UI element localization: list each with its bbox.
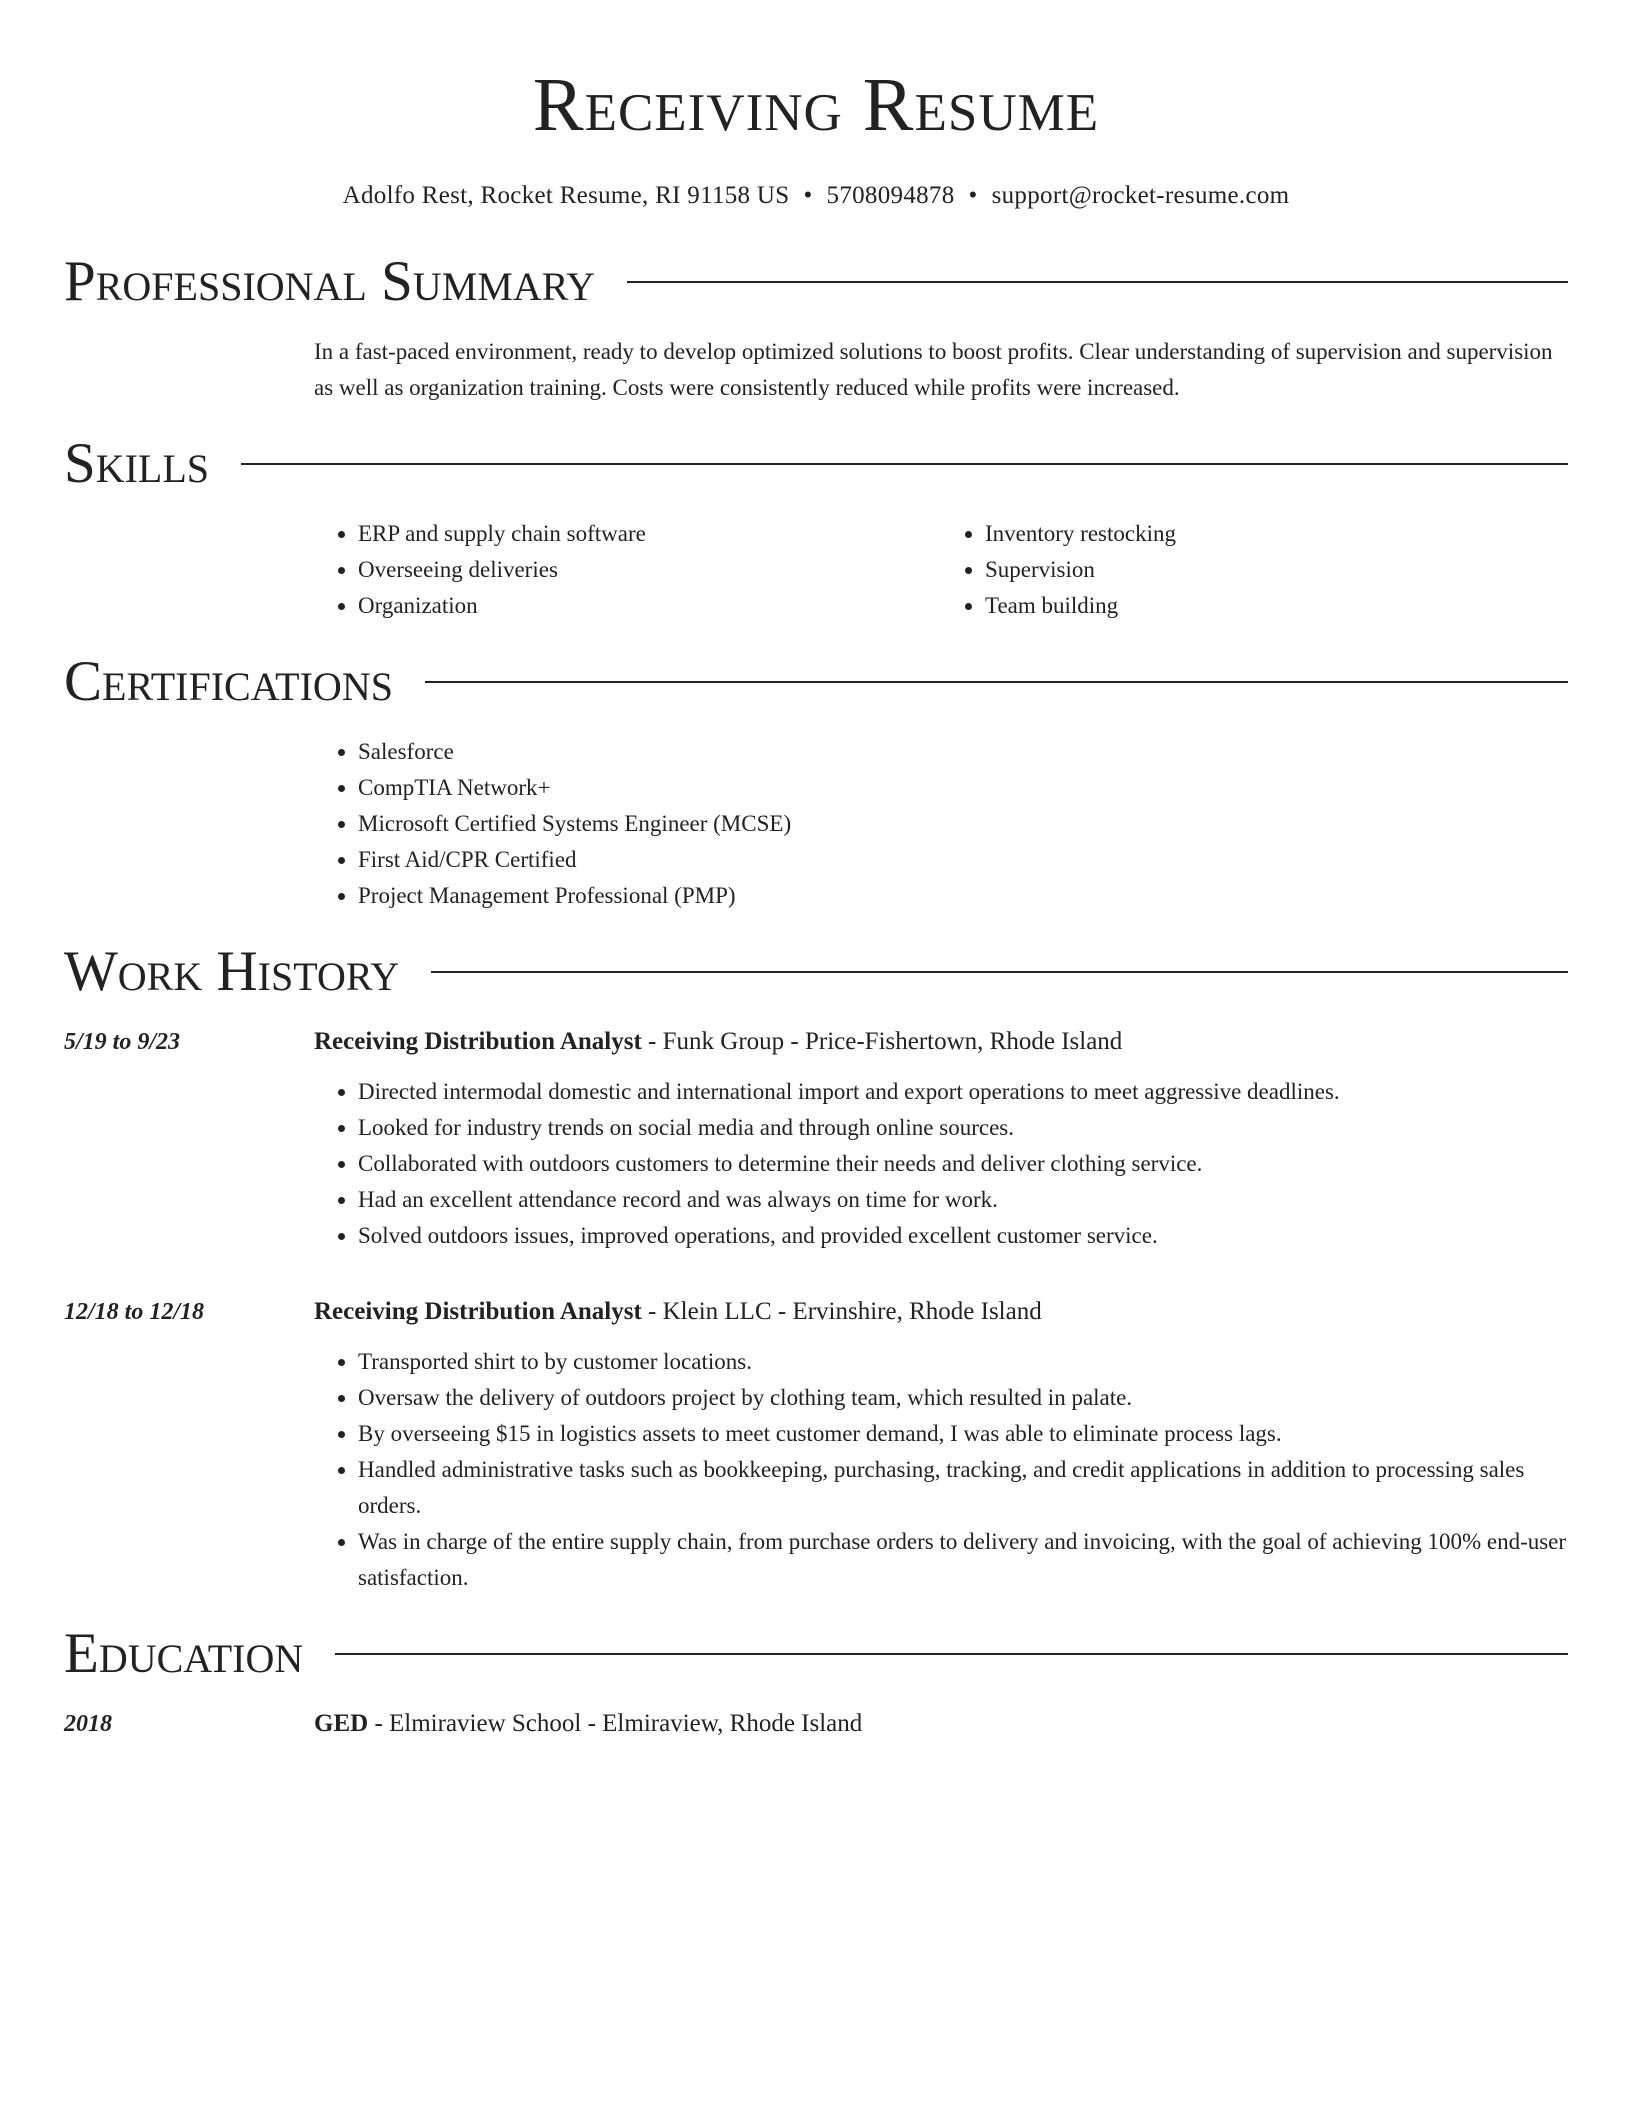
section-header (64, 432, 1568, 496)
job-bullet: • Handled administrative tasks such as bookkeeping, purchasing, tracking, and credit applications in addition to processing sales orders. (358, 1452, 1568, 1524)
job-bullet: • Had an excellent attendance record and was always on time for work. (358, 1182, 1568, 1218)
contact-separator: • (968, 182, 978, 209)
contact-email: support@rocket-resume.com (991, 182, 1290, 209)
job-employer: - Klein LLC - Ervinshire, Rhode Island (641, 1298, 1042, 1325)
skills-grid (314, 516, 1568, 624)
section-header (64, 940, 1568, 1004)
section-title-skills: Skills (64, 432, 210, 495)
job-bullet: • Looked for industry trends on social media and through online sources. (358, 1110, 1568, 1146)
job-title: Receiving Distribution Analyst (314, 1028, 642, 1055)
education-header (314, 1706, 1568, 1742)
section-title-certifications: Certifications (64, 650, 393, 713)
section-divider (425, 681, 1568, 683)
skill-item: • Team building (985, 588, 1568, 624)
contact-line (64, 182, 1568, 210)
job-bullet: • Transported shirt to by customer locations. (358, 1344, 1568, 1380)
contact-separator: • (803, 182, 813, 209)
certification-item: • Microsoft Certified Systems Engineer (MCSE) (358, 806, 1568, 842)
section-summary (64, 250, 1568, 406)
certification-item: • Salesforce (358, 734, 1568, 770)
job-bullet: • Was in charge of the entire supply chain, from purchase orders to delivery and invoicing, with the goal of achieving 100% end-user satisfaction. (358, 1524, 1568, 1596)
section-header (64, 650, 1568, 714)
section-certifications (64, 650, 1568, 914)
skill-item: • Organization (358, 588, 941, 624)
job-details (314, 1024, 1568, 1254)
resume-page (64, 0, 1568, 1742)
section-divider (335, 1653, 1568, 1655)
job-entry (64, 1024, 1568, 1254)
education-school: - Elmiraview School - Elmiraview, Rhode Island (368, 1710, 863, 1737)
skill-item: • Supervision (985, 552, 1568, 588)
skills-list-right (941, 516, 1568, 624)
summary-text: In a fast-paced environment, ready to develop optimized solutions to boost profits. Clear understanding of supervision and supervision as well as organization training. Costs were consistently reduced while profits were increased. (314, 339, 1553, 400)
section-divider (431, 971, 1568, 973)
certification-item: • Project Management Professional (PMP) (358, 878, 1568, 914)
job-bullet-list (314, 1074, 1568, 1254)
job-entry (64, 1294, 1568, 1596)
skill-item: • Overseeing deliveries (358, 552, 941, 588)
certifications-body (314, 734, 1568, 914)
contact-phone: 5708094878 (826, 182, 955, 209)
education-entry (64, 1706, 1568, 1742)
resume-title: Receiving Resume (532, 63, 1100, 147)
section-skills (64, 432, 1568, 624)
certification-item: • First Aid/CPR Certified (358, 842, 1568, 878)
contact-address: Adolfo Rest, Rocket Resume, RI 91158 US (342, 182, 790, 209)
skill-item: • ERP and supply chain software (358, 516, 941, 552)
job-bullet: • Collaborated with outdoors customers to determine their needs and deliver clothing service. (358, 1146, 1568, 1182)
section-title-work-history: Work History (64, 940, 400, 1003)
job-header (314, 1294, 1568, 1330)
job-employer: - Funk Group - Price-Fishertown, Rhode Island (641, 1028, 1123, 1055)
education-year: 2018 (64, 1711, 112, 1737)
job-bullet: • By overseeing $15 in logistics assets to meet customer demand, I was able to eliminate process lags. (358, 1416, 1568, 1452)
section-divider (627, 281, 1568, 283)
education-degree: GED (314, 1710, 369, 1737)
job-dates: 12/18 to 12/18 (64, 1299, 205, 1325)
job-header (314, 1024, 1568, 1060)
section-education (64, 1622, 1568, 1742)
section-title-education: Education (64, 1622, 304, 1685)
section-divider (241, 463, 1568, 465)
job-details (314, 1294, 1568, 1596)
section-header (64, 1622, 1568, 1686)
section-work-history (64, 940, 1568, 1596)
job-bullet-list (314, 1344, 1568, 1596)
job-bullet: • Directed intermodal domestic and international import and export operations to meet aggressive deadlines. (358, 1074, 1568, 1110)
certifications-list (314, 734, 1568, 914)
job-dates: 5/19 to 9/23 (64, 1029, 181, 1055)
job-bullet: • Oversaw the delivery of outdoors project by clothing team, which resulted in palate. (358, 1380, 1568, 1416)
skills-list-left (314, 516, 941, 624)
section-title-summary: Professional Summary (64, 250, 596, 313)
certification-item: • CompTIA Network+ (358, 770, 1568, 806)
job-bullet: • Solved outdoors issues, improved operations, and provided excellent customer service. (358, 1218, 1568, 1254)
summary-body (314, 334, 1568, 406)
skill-item: • Inventory restocking (985, 516, 1568, 552)
section-header (64, 250, 1568, 314)
education-details (314, 1706, 1568, 1742)
job-title: Receiving Distribution Analyst (314, 1298, 642, 1325)
